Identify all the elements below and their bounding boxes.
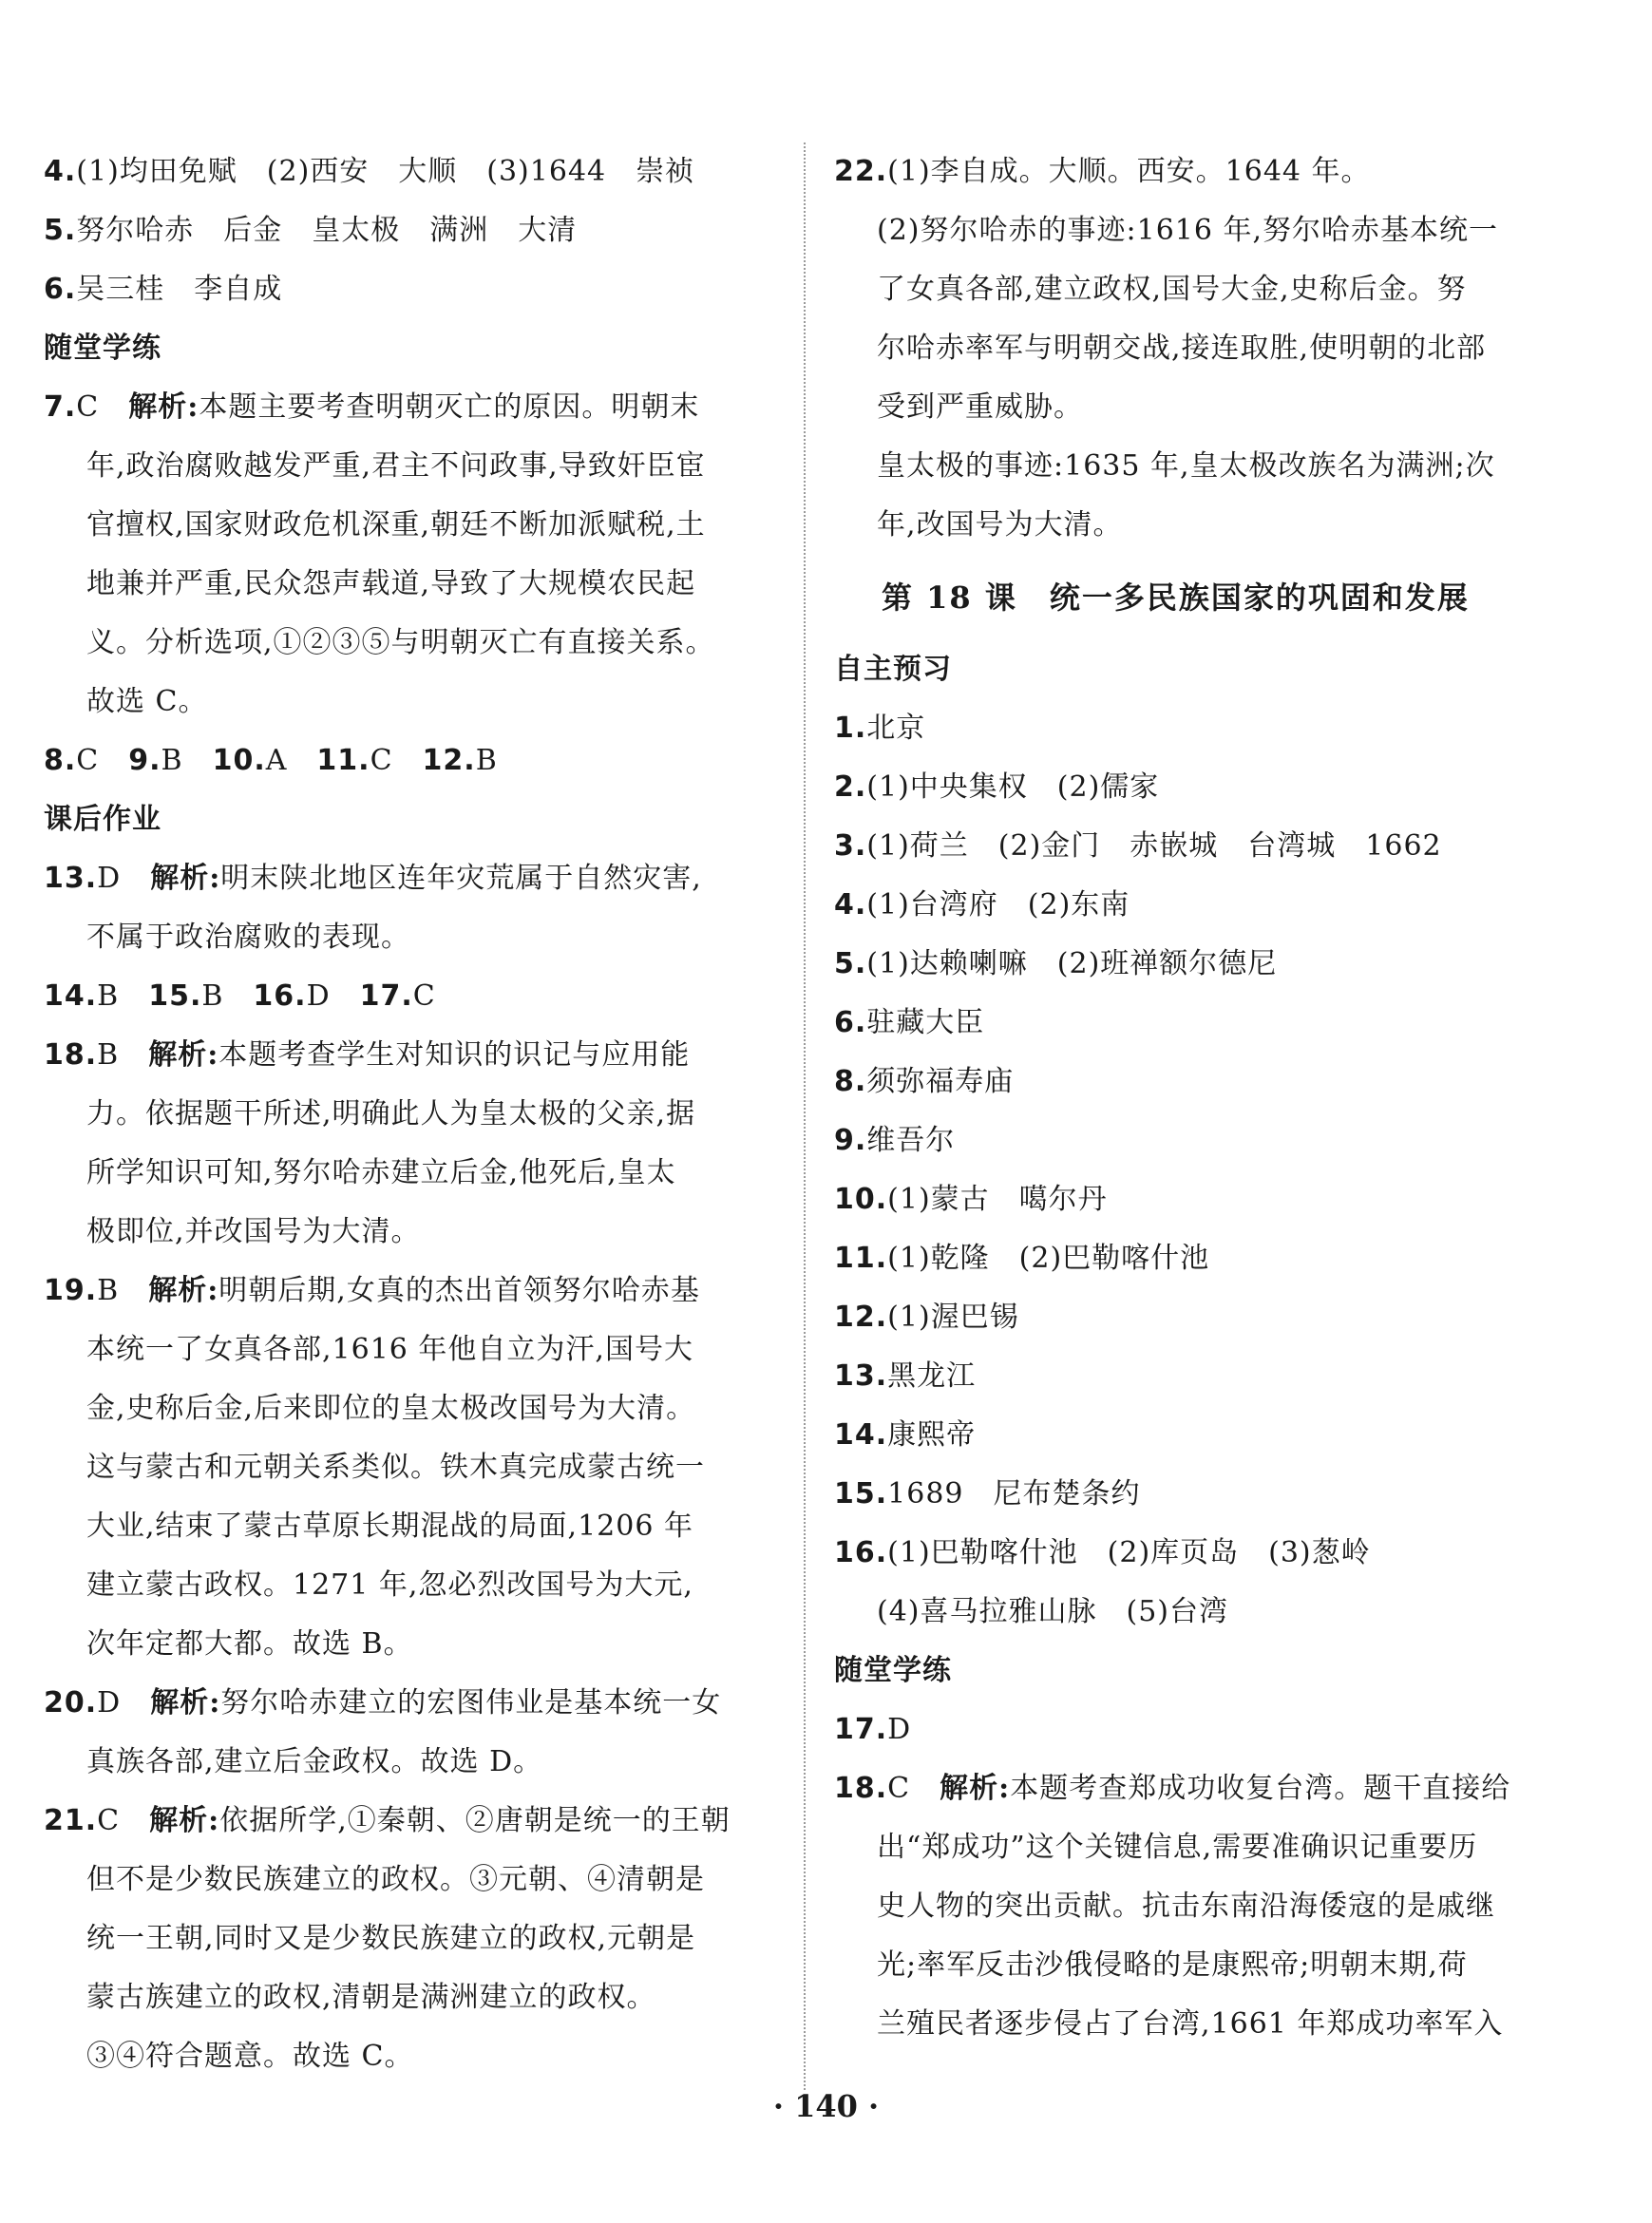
answer-choice: C bbox=[76, 744, 100, 777]
answer-item bbox=[834, 1700, 1585, 1759]
analysis-label: 解析: bbox=[150, 862, 221, 895]
answer-text: 康熙帝 bbox=[887, 1418, 977, 1452]
answer-continuation: 出“郑成功”这个关键信息,需要准确识记重要历 bbox=[877, 1831, 1478, 1864]
answer-continuation: 力。依据题干所述,明确此人为皇太极的父亲,据 bbox=[86, 1097, 696, 1130]
question-number: 18. bbox=[834, 1772, 888, 1805]
answer-choice: C bbox=[97, 1804, 121, 1837]
answer-item bbox=[834, 935, 1585, 994]
answer-text: 明末陕北地区连年灾荒属于自然灾害, bbox=[220, 862, 702, 895]
answer-continuation: 尔哈赤率军与明朝交战,接连取胜,使明朝的北部 bbox=[877, 332, 1487, 365]
question-number: 6. bbox=[834, 1006, 867, 1039]
answer-item bbox=[834, 1524, 1585, 1583]
question-number: 9. bbox=[128, 744, 161, 777]
analysis-label: 解析: bbox=[150, 1686, 221, 1720]
answer-continuation: 地兼并严重,民众怨声载道,导致了大规模农民起 bbox=[86, 567, 696, 600]
answer-text: 驻藏大臣 bbox=[866, 1006, 985, 1039]
answer-text: 依据所学,①秦朝、②唐朝是统一的王朝 bbox=[219, 1804, 731, 1837]
answer-continuation: 光;率军反击沙俄侵略的是康熙帝;明朝末期,荷 bbox=[877, 1948, 1468, 1982]
answer-continuation: 极即位,并改国号为大清。 bbox=[86, 1215, 421, 1248]
analysis-label: 解析: bbox=[148, 1274, 219, 1307]
answer-text: 本题考查郑成功收复台湾。题干直接给 bbox=[1010, 1772, 1511, 1805]
section-heading: 课后作业 bbox=[44, 803, 161, 836]
answer-choice: B bbox=[475, 744, 498, 777]
answer-text: (1)达赖喇嘛 (2)班禅额尔德尼 bbox=[866, 947, 1278, 980]
answer-item bbox=[834, 1112, 1585, 1170]
right-column bbox=[834, 142, 1585, 2054]
answer-continuation: 皇太极的事迹:1635 年,皇太极改族名为满洲;次 bbox=[877, 449, 1495, 483]
answer-item bbox=[834, 994, 1585, 1053]
answer-group bbox=[44, 732, 775, 790]
analysis-label: 解析: bbox=[128, 390, 199, 424]
answer-text: (1)巴勒喀什池 (2)库页岛 (3)葱岭 bbox=[887, 1536, 1371, 1569]
section-heading: 随堂学练 bbox=[44, 332, 161, 365]
answer-item bbox=[834, 1053, 1585, 1112]
answer-continuation: (4)喜马拉雅山脉 (5)台湾 bbox=[877, 1595, 1228, 1628]
answer-text: 本题主要考查明朝灭亡的原因。明朝末 bbox=[199, 390, 700, 424]
question-number: 7. bbox=[44, 390, 77, 424]
question-number: 10. bbox=[834, 1183, 888, 1216]
answer-continuation: 但不是少数民族建立的政权。③元朝、④清朝是 bbox=[86, 1863, 705, 1896]
question-number: 13. bbox=[834, 1359, 888, 1393]
question-number: 14. bbox=[44, 979, 98, 1013]
question-number: 9. bbox=[834, 1124, 867, 1157]
answer-text: 努尔哈赤建立的宏图伟业是基本统一女 bbox=[220, 1686, 722, 1720]
answer-item bbox=[834, 1170, 1585, 1229]
question-number: 12. bbox=[834, 1301, 888, 1334]
question-number: 14. bbox=[834, 1418, 888, 1452]
answer-item bbox=[44, 1026, 775, 1085]
answer-continuation: 故选 C。 bbox=[86, 685, 208, 718]
answer-continuation: 兰殖民者逐步侵占了台湾,1661 年郑成功率军入 bbox=[877, 2007, 1504, 2041]
answer-text: (1)乾隆 (2)巴勒喀什池 bbox=[887, 1242, 1210, 1275]
answer-text: (1)均田免赋 (2)西安 大顺 (3)1644 崇祯 bbox=[76, 155, 695, 188]
answer-choice: D bbox=[97, 862, 122, 895]
answer-item bbox=[44, 260, 775, 319]
analysis-label: 解析: bbox=[149, 1804, 220, 1837]
answer-choice: B bbox=[161, 744, 183, 777]
answer-choice: B bbox=[201, 979, 224, 1013]
answer-continuation: 次年定都大都。故选 B。 bbox=[86, 1627, 413, 1661]
answer-choice: B bbox=[97, 1038, 120, 1072]
answer-choice: D bbox=[97, 1686, 122, 1720]
answer-item bbox=[834, 699, 1585, 758]
answer-item bbox=[834, 758, 1585, 817]
left-column bbox=[44, 142, 775, 2086]
answer-text: 吴三桂 李自成 bbox=[76, 273, 283, 306]
question-number: 5. bbox=[834, 947, 867, 980]
answer-text: 1689 尼布楚条约 bbox=[887, 1477, 1141, 1510]
column-divider bbox=[804, 142, 806, 2090]
answer-item bbox=[834, 1229, 1585, 1288]
question-number: 1. bbox=[834, 712, 867, 745]
answer-continuation: 建立蒙古政权。1271 年,忽必烈改国号为大元, bbox=[86, 1568, 693, 1602]
lesson-title: 第 18 课 统一多民族国家的巩固和发展 bbox=[882, 580, 1470, 616]
answer-text: 努尔哈赤 后金 皇太极 满洲 大清 bbox=[76, 214, 578, 247]
answer-text: (1)李自成。大顺。西安。1644 年。 bbox=[887, 155, 1371, 188]
answer-continuation: 所学知识可知,努尔哈赤建立后金,他死后,皇太 bbox=[86, 1156, 676, 1189]
answer-item bbox=[834, 1347, 1585, 1406]
section-heading: 自主预习 bbox=[834, 653, 952, 686]
answer-text: 北京 bbox=[866, 712, 926, 745]
answer-continuation: 年,政治腐败越发严重,君主不问政事,导致奸臣宦 bbox=[86, 449, 706, 483]
question-number: 12. bbox=[422, 744, 476, 777]
answer-item bbox=[44, 201, 775, 260]
answer-choice: C bbox=[370, 744, 393, 777]
answer-text: (1)荷兰 (2)金门 赤嵌城 台湾城 1662 bbox=[866, 829, 1442, 863]
answer-text: 黑龙江 bbox=[887, 1359, 977, 1393]
answer-text: 明朝后期,女真的杰出首领努尔哈赤基 bbox=[218, 1274, 700, 1307]
answer-text: 维吾尔 bbox=[866, 1124, 956, 1157]
answer-text: 本题考查学生对知识的识记与应用能 bbox=[218, 1038, 691, 1072]
answer-choice: C bbox=[412, 979, 436, 1013]
answer-text: 须弥福寿庙 bbox=[866, 1065, 1015, 1098]
page-number: · 140 · bbox=[772, 2088, 880, 2124]
answer-continuation: 金,史称后金,后来即位的皇太极改国号为大清。 bbox=[86, 1392, 696, 1425]
question-number: 4. bbox=[834, 888, 867, 922]
section-heading: 随堂学练 bbox=[834, 1654, 952, 1687]
answer-continuation: 年,改国号为大清。 bbox=[877, 508, 1123, 542]
question-number: 11. bbox=[316, 744, 370, 777]
answer-choice: A bbox=[265, 744, 288, 777]
question-number: 15. bbox=[148, 979, 202, 1013]
question-number: 8. bbox=[834, 1065, 867, 1098]
answer-item bbox=[834, 142, 1585, 201]
answer-continuation: 蒙古族建立的政权,清朝是满洲建立的政权。 bbox=[86, 1981, 656, 2014]
question-number: 16. bbox=[834, 1536, 888, 1569]
answer-continuation: (2)努尔哈赤的事迹:1616 年,努尔哈赤基本统一 bbox=[877, 214, 1499, 247]
answer-continuation: 史人物的突出贡献。抗击东南沿海倭寇的是戚继 bbox=[877, 1890, 1495, 1923]
answer-continuation: 了女真各部,建立政权,国号大金,史称后金。努 bbox=[877, 273, 1467, 306]
answer-continuation: 本统一了女真各部,1616 年他自立为汗,国号大 bbox=[86, 1333, 693, 1366]
question-number: 10. bbox=[212, 744, 266, 777]
question-number: 19. bbox=[44, 1274, 98, 1307]
answer-item bbox=[834, 817, 1585, 876]
answer-item bbox=[834, 1288, 1585, 1347]
answer-text: (1)台湾府 (2)东南 bbox=[866, 888, 1130, 922]
answer-item bbox=[44, 849, 775, 908]
question-number: 16. bbox=[253, 979, 307, 1013]
answer-item bbox=[834, 1465, 1585, 1524]
question-number: 4. bbox=[44, 155, 77, 188]
answer-item bbox=[44, 1674, 775, 1733]
answer-text: D bbox=[887, 1713, 912, 1746]
analysis-label: 解析: bbox=[940, 1772, 1011, 1805]
question-number: 3. bbox=[834, 829, 867, 863]
answer-continuation: 受到严重威胁。 bbox=[877, 390, 1083, 424]
analysis-label: 解析: bbox=[148, 1038, 219, 1072]
question-number: 13. bbox=[44, 862, 98, 895]
answer-choice: C bbox=[76, 390, 100, 424]
answer-continuation: 真族各部,建立后金政权。故选 D。 bbox=[86, 1745, 543, 1778]
question-number: 22. bbox=[834, 155, 888, 188]
question-number: 15. bbox=[834, 1477, 888, 1510]
answer-continuation: 不属于政治腐败的表现。 bbox=[86, 921, 410, 954]
answer-item bbox=[44, 142, 775, 201]
answer-choice: C bbox=[887, 1772, 911, 1805]
answer-item bbox=[834, 1759, 1585, 1818]
answer-continuation: 大业,结束了蒙古草原长期混战的局面,1206 年 bbox=[86, 1510, 693, 1543]
answer-choice: B bbox=[97, 1274, 120, 1307]
question-number: 17. bbox=[834, 1713, 888, 1746]
answer-item bbox=[834, 876, 1585, 935]
question-number: 17. bbox=[359, 979, 413, 1013]
answer-item bbox=[834, 1406, 1585, 1465]
answer-continuation: 统一王朝,同时又是少数民族建立的政权,元朝是 bbox=[86, 1922, 696, 1955]
answer-continuation: 官擅权,国家财政危机深重,朝廷不断加派赋税,土 bbox=[86, 508, 706, 542]
answer-group bbox=[44, 967, 775, 1026]
question-number: 18. bbox=[44, 1038, 98, 1072]
answer-choice: B bbox=[97, 979, 120, 1013]
answer-item bbox=[44, 378, 775, 437]
question-number: 6. bbox=[44, 273, 77, 306]
question-number: 21. bbox=[44, 1804, 98, 1837]
answer-continuation: 义。分析选项,①②③⑤与明朝灭亡有直接关系。 bbox=[86, 626, 715, 659]
answer-item bbox=[44, 1262, 775, 1320]
question-number: 8. bbox=[44, 744, 77, 777]
answer-text: (1)渥巴锡 bbox=[887, 1301, 1019, 1334]
question-number: 20. bbox=[44, 1686, 98, 1720]
answer-continuation: 这与蒙古和元朝关系类似。铁木真完成蒙古统一 bbox=[86, 1451, 705, 1484]
question-number: 11. bbox=[834, 1242, 888, 1275]
answer-text: (1)蒙古 噶尔丹 bbox=[887, 1183, 1108, 1216]
answer-continuation: ③④符合题意。故选 C。 bbox=[86, 2040, 414, 2073]
question-number: 2. bbox=[834, 770, 867, 804]
answer-text: (1)中央集权 (2)儒家 bbox=[866, 770, 1160, 804]
answer-choice: D bbox=[306, 979, 331, 1013]
question-number: 5. bbox=[44, 214, 77, 247]
answer-item bbox=[44, 1792, 775, 1851]
